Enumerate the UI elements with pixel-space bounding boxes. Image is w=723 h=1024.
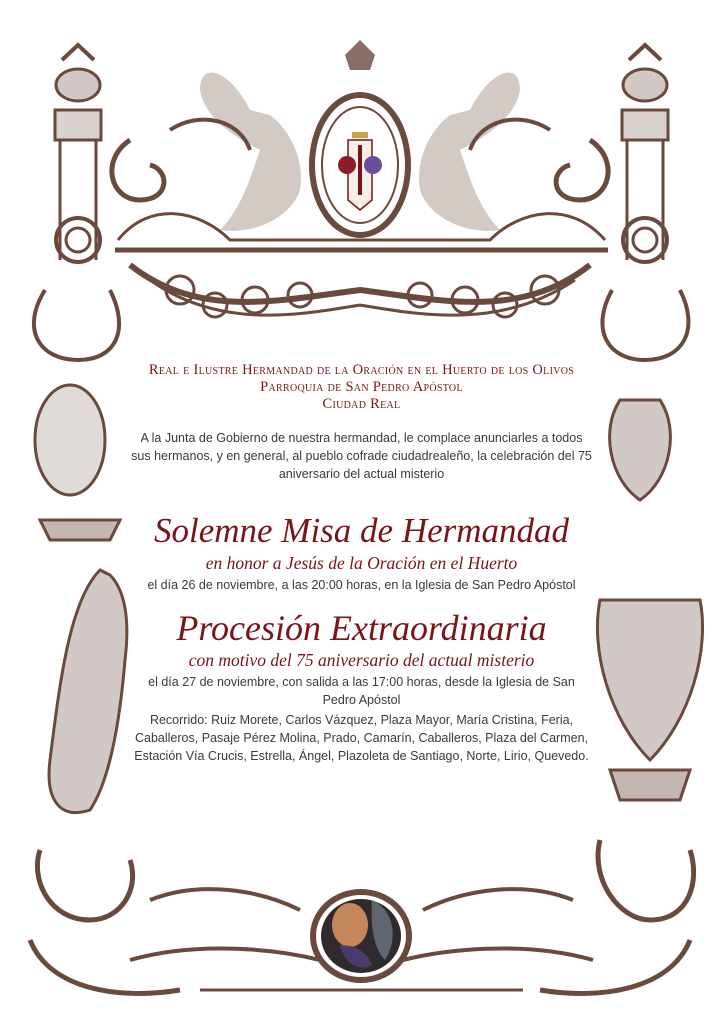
procession-subtitle: con motivo del 75 aniversario del actual misterio bbox=[188, 650, 535, 670]
mass-title: Solemne Misa de Hermandad bbox=[153, 511, 570, 550]
standing-angel bbox=[49, 570, 127, 813]
procession-route: Recorrido: Ruiz Morete, Carlos Vázquez, Plaza Mayor, María Cristina, Feria, Caballeros, Pasaje Pérez Molina, Prado, Camarín, Caballeros, Plaza del Carmen, Estación Vía Crucis, Estrella, Ángel, Plazoleta de Santiago, Norte, Lirio, Quevedo. bbox=[134, 713, 589, 763]
intro-paragraph: A la Junta de Gobierno de nuestra hermandad, le complace anunciarles a todos sus hermanos, y en general, al pueblo cofrade ciudadrealeño, la celebración del 75 aniversario del actual misterio bbox=[131, 431, 592, 481]
fruit-cluster bbox=[610, 400, 671, 500]
right-angel bbox=[419, 73, 520, 231]
brotherhood-name: Real e Ilustre Hermandad de la Oración en el Huerto de los Olivos bbox=[148, 362, 575, 378]
procession-detail: el día 27 de noviembre, con salida a las 17:00 horas, desde la Iglesia de San Pedro Apóstol bbox=[148, 675, 575, 707]
announcement-content bbox=[130, 362, 593, 765]
city-name: Ciudad Real bbox=[322, 396, 401, 412]
mass-subtitle: en honor a Jesús de la Oración en el Huerto bbox=[205, 553, 518, 573]
parish-name: Parroquia de San Pedro Apóstol bbox=[260, 379, 463, 395]
flower-vase bbox=[597, 600, 702, 760]
bottom-painting-medallion bbox=[321, 899, 401, 973]
mass-detail: el día 26 de noviembre, a las 20:00 horas, en la Iglesia de San Pedro Apóstol bbox=[147, 578, 576, 592]
coat-of-arms-medallion bbox=[312, 40, 408, 235]
left-angel bbox=[200, 73, 301, 231]
procession-title: Procesión Extraordinaria bbox=[176, 608, 547, 648]
brotherhood-header bbox=[130, 362, 593, 413]
